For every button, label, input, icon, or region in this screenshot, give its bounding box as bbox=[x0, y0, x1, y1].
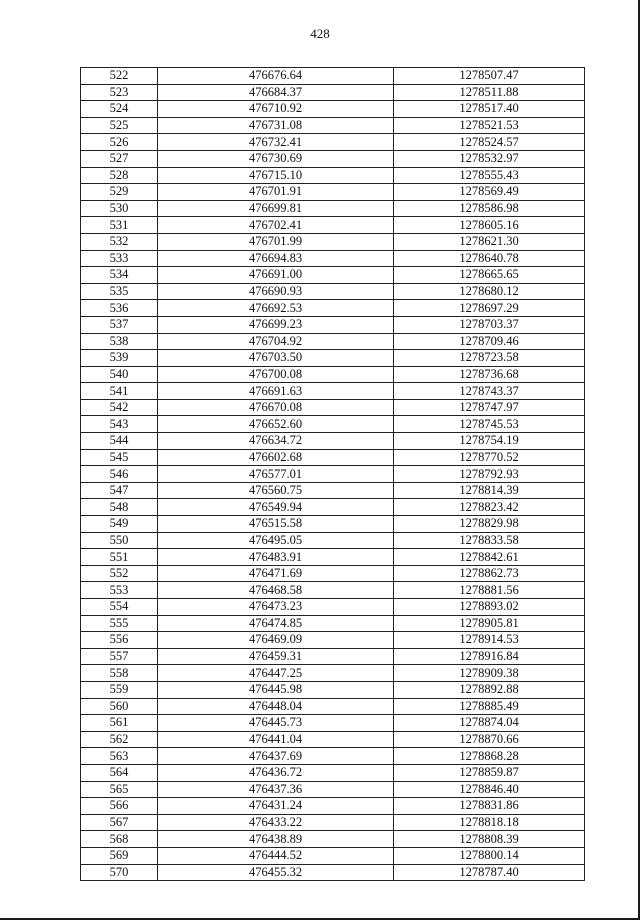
table-row bbox=[81, 615, 585, 632]
table-row bbox=[81, 316, 585, 333]
point-number-cell: 560 bbox=[81, 698, 158, 715]
y-coordinate-cell: 1278814.39 bbox=[394, 482, 585, 499]
x-coordinate-cell: 476691.63 bbox=[158, 383, 394, 400]
x-coordinate-cell: 476445.98 bbox=[158, 681, 394, 698]
table-row bbox=[81, 599, 585, 616]
x-coordinate-cell: 476445.73 bbox=[158, 715, 394, 732]
y-coordinate-cell: 1278697.29 bbox=[394, 300, 585, 317]
y-coordinate-cell: 1278754.19 bbox=[394, 433, 585, 450]
table-row bbox=[81, 68, 585, 85]
y-coordinate-cell: 1278703.37 bbox=[394, 316, 585, 333]
y-coordinate-cell: 1278511.88 bbox=[394, 84, 585, 101]
table-row bbox=[81, 698, 585, 715]
x-coordinate-cell: 476577.01 bbox=[158, 466, 394, 483]
table-row bbox=[81, 333, 585, 350]
x-coordinate-cell: 476438.89 bbox=[158, 831, 394, 848]
x-coordinate-cell: 476471.69 bbox=[158, 565, 394, 582]
x-coordinate-cell: 476692.53 bbox=[158, 300, 394, 317]
table-row bbox=[81, 150, 585, 167]
x-coordinate-cell: 476459.31 bbox=[158, 648, 394, 665]
point-number-cell: 570 bbox=[81, 864, 158, 881]
table-row bbox=[81, 433, 585, 450]
point-number-cell: 551 bbox=[81, 549, 158, 566]
y-coordinate-cell: 1278905.81 bbox=[394, 615, 585, 632]
table-row bbox=[81, 814, 585, 831]
point-number-cell: 531 bbox=[81, 217, 158, 234]
table-row bbox=[81, 549, 585, 566]
y-coordinate-cell: 1278870.66 bbox=[394, 731, 585, 748]
point-number-cell: 552 bbox=[81, 565, 158, 582]
x-coordinate-cell: 476703.50 bbox=[158, 350, 394, 367]
y-coordinate-cell: 1278665.65 bbox=[394, 267, 585, 284]
x-coordinate-cell: 476670.08 bbox=[158, 399, 394, 416]
point-number-cell: 540 bbox=[81, 366, 158, 383]
table-row bbox=[81, 200, 585, 217]
table-row bbox=[81, 399, 585, 416]
x-coordinate-cell: 476437.69 bbox=[158, 748, 394, 765]
table-row bbox=[81, 715, 585, 732]
y-coordinate-cell: 1278914.53 bbox=[394, 632, 585, 649]
point-number-cell: 546 bbox=[81, 466, 158, 483]
y-coordinate-cell: 1278892.88 bbox=[394, 681, 585, 698]
point-number-cell: 543 bbox=[81, 416, 158, 433]
point-number-cell: 548 bbox=[81, 499, 158, 516]
table-row bbox=[81, 748, 585, 765]
y-coordinate-cell: 1278507.47 bbox=[394, 68, 585, 85]
y-coordinate-cell: 1278555.43 bbox=[394, 167, 585, 184]
table-row bbox=[81, 582, 585, 599]
table-row bbox=[81, 416, 585, 433]
y-coordinate-cell: 1278736.68 bbox=[394, 366, 585, 383]
y-coordinate-cell: 1278747.97 bbox=[394, 399, 585, 416]
point-number-cell: 541 bbox=[81, 383, 158, 400]
table-row bbox=[81, 283, 585, 300]
y-coordinate-cell: 1278521.53 bbox=[394, 117, 585, 134]
table-row bbox=[81, 565, 585, 582]
point-number-cell: 564 bbox=[81, 764, 158, 781]
point-number-cell: 568 bbox=[81, 831, 158, 848]
x-coordinate-cell: 476473.23 bbox=[158, 599, 394, 616]
point-number-cell: 549 bbox=[81, 516, 158, 533]
table-row bbox=[81, 648, 585, 665]
y-coordinate-cell: 1278723.58 bbox=[394, 350, 585, 367]
y-coordinate-cell: 1278517.40 bbox=[394, 101, 585, 118]
point-number-cell: 562 bbox=[81, 731, 158, 748]
x-coordinate-cell: 476560.75 bbox=[158, 482, 394, 499]
page-number: 428 bbox=[310, 26, 330, 41]
y-coordinate-cell: 1278808.39 bbox=[394, 831, 585, 848]
table-row bbox=[81, 449, 585, 466]
y-coordinate-cell: 1278823.42 bbox=[394, 499, 585, 516]
x-coordinate-cell: 476700.08 bbox=[158, 366, 394, 383]
x-coordinate-cell: 476431.24 bbox=[158, 798, 394, 815]
table-row bbox=[81, 466, 585, 483]
table-row bbox=[81, 233, 585, 250]
y-coordinate-cell: 1278831.86 bbox=[394, 798, 585, 815]
x-coordinate-cell: 476433.22 bbox=[158, 814, 394, 831]
y-coordinate-cell: 1278621.30 bbox=[394, 233, 585, 250]
table-row bbox=[81, 798, 585, 815]
x-coordinate-cell: 476437.36 bbox=[158, 781, 394, 798]
point-number-cell: 547 bbox=[81, 482, 158, 499]
y-coordinate-cell: 1278833.58 bbox=[394, 532, 585, 549]
y-coordinate-cell: 1278842.61 bbox=[394, 549, 585, 566]
table-row bbox=[81, 764, 585, 781]
x-coordinate-cell: 476699.23 bbox=[158, 316, 394, 333]
x-coordinate-cell: 476483.91 bbox=[158, 549, 394, 566]
point-number-cell: 559 bbox=[81, 681, 158, 698]
x-coordinate-cell: 476652.60 bbox=[158, 416, 394, 433]
table-row bbox=[81, 117, 585, 134]
y-coordinate-cell: 1278829.98 bbox=[394, 516, 585, 533]
point-number-cell: 542 bbox=[81, 399, 158, 416]
table-row bbox=[81, 350, 585, 367]
point-number-cell: 535 bbox=[81, 283, 158, 300]
x-coordinate-cell: 476441.04 bbox=[158, 731, 394, 748]
point-number-cell: 529 bbox=[81, 184, 158, 201]
table-row bbox=[81, 482, 585, 499]
x-coordinate-cell: 476468.58 bbox=[158, 582, 394, 599]
point-number-cell: 526 bbox=[81, 134, 158, 151]
x-coordinate-cell: 476694.83 bbox=[158, 250, 394, 267]
y-coordinate-cell: 1278586.98 bbox=[394, 200, 585, 217]
y-coordinate-cell: 1278709.46 bbox=[394, 333, 585, 350]
x-coordinate-cell: 476447.25 bbox=[158, 665, 394, 682]
x-coordinate-cell: 476684.37 bbox=[158, 84, 394, 101]
point-number-cell: 557 bbox=[81, 648, 158, 665]
point-number-cell: 537 bbox=[81, 316, 158, 333]
y-coordinate-cell: 1278893.02 bbox=[394, 599, 585, 616]
point-number-cell: 569 bbox=[81, 847, 158, 864]
x-coordinate-cell: 476702.41 bbox=[158, 217, 394, 234]
table-row bbox=[81, 300, 585, 317]
x-coordinate-cell: 476495.05 bbox=[158, 532, 394, 549]
table-row bbox=[81, 665, 585, 682]
y-coordinate-cell: 1278770.52 bbox=[394, 449, 585, 466]
point-number-cell: 545 bbox=[81, 449, 158, 466]
x-coordinate-cell: 476436.72 bbox=[158, 764, 394, 781]
y-coordinate-cell: 1278792.93 bbox=[394, 466, 585, 483]
point-number-cell: 525 bbox=[81, 117, 158, 134]
point-number-cell: 565 bbox=[81, 781, 158, 798]
y-coordinate-cell: 1278874.04 bbox=[394, 715, 585, 732]
point-number-cell: 524 bbox=[81, 101, 158, 118]
x-coordinate-cell: 476469.09 bbox=[158, 632, 394, 649]
y-coordinate-cell: 1278787.40 bbox=[394, 864, 585, 881]
table-row bbox=[81, 366, 585, 383]
x-coordinate-cell: 476715.10 bbox=[158, 167, 394, 184]
y-coordinate-cell: 1278881.56 bbox=[394, 582, 585, 599]
x-coordinate-cell: 476634.72 bbox=[158, 433, 394, 450]
y-coordinate-cell: 1278859.87 bbox=[394, 764, 585, 781]
point-number-cell: 566 bbox=[81, 798, 158, 815]
y-coordinate-cell: 1278862.73 bbox=[394, 565, 585, 582]
y-coordinate-cell: 1278743.37 bbox=[394, 383, 585, 400]
point-number-cell: 538 bbox=[81, 333, 158, 350]
x-coordinate-cell: 476704.92 bbox=[158, 333, 394, 350]
x-coordinate-cell: 476602.68 bbox=[158, 449, 394, 466]
x-coordinate-cell: 476691.00 bbox=[158, 267, 394, 284]
x-coordinate-cell: 476701.99 bbox=[158, 233, 394, 250]
point-number-cell: 532 bbox=[81, 233, 158, 250]
point-number-cell: 567 bbox=[81, 814, 158, 831]
x-coordinate-cell: 476676.64 bbox=[158, 68, 394, 85]
y-coordinate-cell: 1278569.49 bbox=[394, 184, 585, 201]
table-row bbox=[81, 250, 585, 267]
x-coordinate-cell: 476710.92 bbox=[158, 101, 394, 118]
point-number-cell: 534 bbox=[81, 267, 158, 284]
y-coordinate-cell: 1278680.12 bbox=[394, 283, 585, 300]
table-row bbox=[81, 632, 585, 649]
point-number-cell: 536 bbox=[81, 300, 158, 317]
table-row bbox=[81, 267, 585, 284]
x-coordinate-cell: 476455.32 bbox=[158, 864, 394, 881]
x-coordinate-cell: 476730.69 bbox=[158, 150, 394, 167]
y-coordinate-cell: 1278524.57 bbox=[394, 134, 585, 151]
table-row bbox=[81, 217, 585, 234]
y-coordinate-cell: 1278745.53 bbox=[394, 416, 585, 433]
table-row bbox=[81, 781, 585, 798]
point-number-cell: 563 bbox=[81, 748, 158, 765]
y-coordinate-cell: 1278640.78 bbox=[394, 250, 585, 267]
x-coordinate-cell: 476448.04 bbox=[158, 698, 394, 715]
table-row bbox=[81, 847, 585, 864]
table-row bbox=[81, 101, 585, 118]
point-number-cell: 556 bbox=[81, 632, 158, 649]
y-coordinate-cell: 1278818.18 bbox=[394, 814, 585, 831]
y-coordinate-cell: 1278909.38 bbox=[394, 665, 585, 682]
table-row bbox=[81, 532, 585, 549]
y-coordinate-cell: 1278885.49 bbox=[394, 698, 585, 715]
point-number-cell: 544 bbox=[81, 433, 158, 450]
point-number-cell: 523 bbox=[81, 84, 158, 101]
coordinates-table bbox=[80, 67, 585, 881]
point-number-cell: 528 bbox=[81, 167, 158, 184]
x-coordinate-cell: 476549.94 bbox=[158, 499, 394, 516]
point-number-cell: 522 bbox=[81, 68, 158, 85]
point-number-cell: 554 bbox=[81, 599, 158, 616]
x-coordinate-cell: 476474.85 bbox=[158, 615, 394, 632]
table-row bbox=[81, 184, 585, 201]
table-row bbox=[81, 383, 585, 400]
table-row bbox=[81, 681, 585, 698]
x-coordinate-cell: 476732.41 bbox=[158, 134, 394, 151]
x-coordinate-cell: 476699.81 bbox=[158, 200, 394, 217]
table-row bbox=[81, 731, 585, 748]
coordinates-table-body bbox=[81, 68, 585, 881]
table-row bbox=[81, 499, 585, 516]
x-coordinate-cell: 476444.52 bbox=[158, 847, 394, 864]
y-coordinate-cell: 1278868.28 bbox=[394, 748, 585, 765]
x-coordinate-cell: 476731.08 bbox=[158, 117, 394, 134]
point-number-cell: 539 bbox=[81, 350, 158, 367]
point-number-cell: 550 bbox=[81, 532, 158, 549]
y-coordinate-cell: 1278916.84 bbox=[394, 648, 585, 665]
point-number-cell: 530 bbox=[81, 200, 158, 217]
table-row bbox=[81, 167, 585, 184]
point-number-cell: 527 bbox=[81, 150, 158, 167]
point-number-cell: 561 bbox=[81, 715, 158, 732]
table-row bbox=[81, 134, 585, 151]
y-coordinate-cell: 1278846.40 bbox=[394, 781, 585, 798]
y-coordinate-cell: 1278605.16 bbox=[394, 217, 585, 234]
y-coordinate-cell: 1278532.97 bbox=[394, 150, 585, 167]
table-row bbox=[81, 831, 585, 848]
table-row bbox=[81, 516, 585, 533]
y-coordinate-cell: 1278800.14 bbox=[394, 847, 585, 864]
point-number-cell: 533 bbox=[81, 250, 158, 267]
point-number-cell: 558 bbox=[81, 665, 158, 682]
table-row bbox=[81, 864, 585, 881]
table-row bbox=[81, 84, 585, 101]
point-number-cell: 555 bbox=[81, 615, 158, 632]
point-number-cell: 553 bbox=[81, 582, 158, 599]
x-coordinate-cell: 476690.93 bbox=[158, 283, 394, 300]
x-coordinate-cell: 476701.91 bbox=[158, 184, 394, 201]
x-coordinate-cell: 476515.58 bbox=[158, 516, 394, 533]
